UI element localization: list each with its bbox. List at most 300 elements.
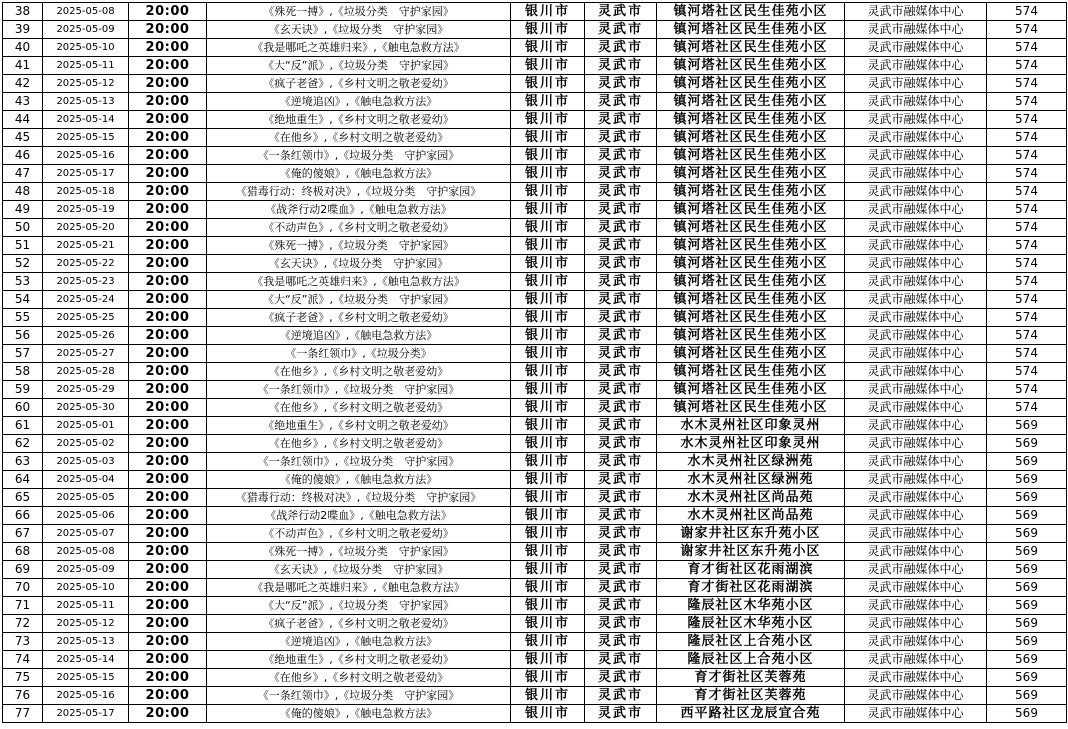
location-cell[interactable]: 镇河塔社区民生佳苑小区 — [657, 3, 845, 21]
date-cell[interactable]: 2025-05-17 — [43, 165, 129, 183]
row-number-cell[interactable]: 61 — [3, 417, 43, 435]
county-cell[interactable]: 灵武市 — [585, 507, 657, 525]
location-cell[interactable]: 谢家井社区东升苑小区 — [657, 525, 845, 543]
location-cell[interactable]: 镇河塔社区民生佳苑小区 — [657, 273, 845, 291]
row-number-cell[interactable]: 55 — [3, 309, 43, 327]
date-cell[interactable]: 2025-05-21 — [43, 237, 129, 255]
organization-cell[interactable]: 灵武市融媒体中心 — [845, 21, 987, 39]
program-cell[interactable]: 《绝地重生》,《乡村文明之敬老爱幼》 — [207, 651, 511, 669]
program-cell[interactable]: 《一条红领巾》,《垃圾分类》 — [207, 345, 511, 363]
time-cell[interactable]: 20:00 — [129, 93, 207, 111]
time-cell[interactable]: 20:00 — [129, 129, 207, 147]
organization-cell[interactable]: 灵武市融媒体中心 — [845, 219, 987, 237]
program-cell[interactable]: 《玄天诀》,《垃圾分类 守护家园》 — [207, 561, 511, 579]
row-number-cell[interactable]: 63 — [3, 453, 43, 471]
city-cell[interactable]: 银川市 — [511, 525, 585, 543]
location-cell[interactable]: 水木灵州社区印象灵州 — [657, 417, 845, 435]
number-cell[interactable]: 574 — [987, 309, 1067, 327]
time-cell[interactable]: 20:00 — [129, 237, 207, 255]
time-cell[interactable]: 20:00 — [129, 327, 207, 345]
row-number-cell[interactable]: 69 — [3, 561, 43, 579]
county-cell[interactable]: 灵武市 — [585, 489, 657, 507]
row-number-cell[interactable]: 57 — [3, 345, 43, 363]
number-cell[interactable]: 569 — [987, 687, 1067, 705]
number-cell[interactable]: 569 — [987, 651, 1067, 669]
location-cell[interactable]: 谢家井社区东升苑小区 — [657, 543, 845, 561]
location-cell[interactable]: 镇河塔社区民生佳苑小区 — [657, 201, 845, 219]
date-cell[interactable]: 2025-05-08 — [43, 543, 129, 561]
county-cell[interactable]: 灵武市 — [585, 435, 657, 453]
date-cell[interactable]: 2025-05-14 — [43, 111, 129, 129]
city-cell[interactable]: 银川市 — [511, 3, 585, 21]
program-cell[interactable]: 《在他乡》,《乡村文明之敬老爱幼》 — [207, 129, 511, 147]
county-cell[interactable]: 灵武市 — [585, 93, 657, 111]
organization-cell[interactable]: 灵武市融媒体中心 — [845, 183, 987, 201]
row-number-cell[interactable]: 71 — [3, 597, 43, 615]
program-cell[interactable]: 《大“反”派》,《垃圾分类 守护家园》 — [207, 291, 511, 309]
date-cell[interactable]: 2025-05-04 — [43, 471, 129, 489]
row-number-cell[interactable]: 56 — [3, 327, 43, 345]
location-cell[interactable]: 镇河塔社区民生佳苑小区 — [657, 129, 845, 147]
date-cell[interactable]: 2025-05-07 — [43, 525, 129, 543]
location-cell[interactable]: 镇河塔社区民生佳苑小区 — [657, 363, 845, 381]
organization-cell[interactable]: 灵武市融媒体中心 — [845, 345, 987, 363]
county-cell[interactable]: 灵武市 — [585, 453, 657, 471]
number-cell[interactable]: 574 — [987, 93, 1067, 111]
time-cell[interactable]: 20:00 — [129, 273, 207, 291]
location-cell[interactable]: 镇河塔社区民生佳苑小区 — [657, 21, 845, 39]
organization-cell[interactable]: 灵武市融媒体中心 — [845, 147, 987, 165]
row-number-cell[interactable]: 66 — [3, 507, 43, 525]
program-cell[interactable]: 《在他乡》,《乡村文明之敬老爱幼》 — [207, 363, 511, 381]
location-cell[interactable]: 隆辰社区木华苑小区 — [657, 615, 845, 633]
row-number-cell[interactable]: 48 — [3, 183, 43, 201]
program-cell[interactable]: 《猎毒行动：终极对决》,《垃圾分类 守护家园》 — [207, 183, 511, 201]
location-cell[interactable]: 水木灵州社区绿洲苑 — [657, 453, 845, 471]
program-cell[interactable]: 《在他乡》,《乡村文明之敬老爱幼》 — [207, 435, 511, 453]
time-cell[interactable]: 20:00 — [129, 309, 207, 327]
number-cell[interactable]: 574 — [987, 21, 1067, 39]
county-cell[interactable]: 灵武市 — [585, 363, 657, 381]
organization-cell[interactable]: 灵武市融媒体中心 — [845, 111, 987, 129]
date-cell[interactable]: 2025-05-14 — [43, 651, 129, 669]
location-cell[interactable]: 镇河塔社区民生佳苑小区 — [657, 309, 845, 327]
location-cell[interactable]: 水木灵州社区尚品苑 — [657, 507, 845, 525]
time-cell[interactable]: 20:00 — [129, 597, 207, 615]
row-number-cell[interactable]: 52 — [3, 255, 43, 273]
program-cell[interactable]: 《不动声色》,《乡村文明之敬老爱幼》 — [207, 219, 511, 237]
date-cell[interactable]: 2025-05-17 — [43, 705, 129, 723]
city-cell[interactable]: 银川市 — [511, 705, 585, 723]
time-cell[interactable]: 20:00 — [129, 381, 207, 399]
county-cell[interactable]: 灵武市 — [585, 309, 657, 327]
row-number-cell[interactable]: 47 — [3, 165, 43, 183]
number-cell[interactable]: 569 — [987, 417, 1067, 435]
program-cell[interactable]: 《一条红领巾》,《垃圾分类 守护家园》 — [207, 687, 511, 705]
number-cell[interactable]: 574 — [987, 363, 1067, 381]
organization-cell[interactable]: 灵武市融媒体中心 — [845, 579, 987, 597]
organization-cell[interactable]: 灵武市融媒体中心 — [845, 471, 987, 489]
city-cell[interactable]: 银川市 — [511, 507, 585, 525]
program-cell[interactable]: 《俺的傻娘》,《触电急救方法》 — [207, 165, 511, 183]
city-cell[interactable]: 银川市 — [511, 201, 585, 219]
city-cell[interactable]: 银川市 — [511, 435, 585, 453]
date-cell[interactable]: 2025-05-25 — [43, 309, 129, 327]
organization-cell[interactable]: 灵武市融媒体中心 — [845, 3, 987, 21]
organization-cell[interactable]: 灵武市融媒体中心 — [845, 273, 987, 291]
county-cell[interactable]: 灵武市 — [585, 633, 657, 651]
row-number-cell[interactable]: 41 — [3, 57, 43, 75]
number-cell[interactable]: 569 — [987, 669, 1067, 687]
time-cell[interactable]: 20:00 — [129, 57, 207, 75]
organization-cell[interactable]: 灵武市融媒体中心 — [845, 615, 987, 633]
city-cell[interactable]: 银川市 — [511, 57, 585, 75]
number-cell[interactable]: 574 — [987, 111, 1067, 129]
county-cell[interactable]: 灵武市 — [585, 111, 657, 129]
date-cell[interactable]: 2025-05-12 — [43, 75, 129, 93]
city-cell[interactable]: 银川市 — [511, 489, 585, 507]
row-number-cell[interactable]: 50 — [3, 219, 43, 237]
row-number-cell[interactable]: 51 — [3, 237, 43, 255]
organization-cell[interactable]: 灵武市融媒体中心 — [845, 543, 987, 561]
row-number-cell[interactable]: 45 — [3, 129, 43, 147]
city-cell[interactable]: 银川市 — [511, 147, 585, 165]
location-cell[interactable]: 育才街社区花雨湖滨 — [657, 579, 845, 597]
date-cell[interactable]: 2025-05-11 — [43, 597, 129, 615]
organization-cell[interactable]: 灵武市融媒体中心 — [845, 705, 987, 723]
program-cell[interactable]: 《一条红领巾》,《垃圾分类 守护家园》 — [207, 147, 511, 165]
county-cell[interactable]: 灵武市 — [585, 417, 657, 435]
county-cell[interactable]: 灵武市 — [585, 615, 657, 633]
organization-cell[interactable]: 灵武市融媒体中心 — [845, 417, 987, 435]
row-number-cell[interactable]: 54 — [3, 291, 43, 309]
location-cell[interactable]: 镇河塔社区民生佳苑小区 — [657, 255, 845, 273]
number-cell[interactable]: 574 — [987, 165, 1067, 183]
time-cell[interactable]: 20:00 — [129, 615, 207, 633]
number-cell[interactable]: 569 — [987, 705, 1067, 723]
time-cell[interactable]: 20:00 — [129, 687, 207, 705]
time-cell[interactable]: 20:00 — [129, 183, 207, 201]
date-cell[interactable]: 2025-05-23 — [43, 273, 129, 291]
city-cell[interactable]: 银川市 — [511, 651, 585, 669]
city-cell[interactable]: 银川市 — [511, 309, 585, 327]
date-cell[interactable]: 2025-05-09 — [43, 21, 129, 39]
row-number-cell[interactable]: 75 — [3, 669, 43, 687]
time-cell[interactable]: 20:00 — [129, 399, 207, 417]
location-cell[interactable]: 镇河塔社区民生佳苑小区 — [657, 399, 845, 417]
city-cell[interactable]: 银川市 — [511, 291, 585, 309]
city-cell[interactable]: 银川市 — [511, 453, 585, 471]
date-cell[interactable]: 2025-05-30 — [43, 399, 129, 417]
program-cell[interactable]: 《逆境追凶》,《触电急救方法》 — [207, 327, 511, 345]
organization-cell[interactable]: 灵武市融媒体中心 — [845, 291, 987, 309]
program-cell[interactable]: 《我是哪吒之英雄归来》,《触电急救方法》 — [207, 579, 511, 597]
county-cell[interactable]: 灵武市 — [585, 399, 657, 417]
county-cell[interactable]: 灵武市 — [585, 381, 657, 399]
organization-cell[interactable]: 灵武市融媒体中心 — [845, 93, 987, 111]
number-cell[interactable]: 569 — [987, 525, 1067, 543]
organization-cell[interactable]: 灵武市融媒体中心 — [845, 399, 987, 417]
row-number-cell[interactable]: 39 — [3, 21, 43, 39]
number-cell[interactable]: 574 — [987, 237, 1067, 255]
row-number-cell[interactable]: 40 — [3, 39, 43, 57]
city-cell[interactable]: 银川市 — [511, 129, 585, 147]
county-cell[interactable]: 灵武市 — [585, 75, 657, 93]
county-cell[interactable]: 灵武市 — [585, 705, 657, 723]
time-cell[interactable]: 20:00 — [129, 255, 207, 273]
location-cell[interactable]: 镇河塔社区民生佳苑小区 — [657, 237, 845, 255]
row-number-cell[interactable]: 58 — [3, 363, 43, 381]
row-number-cell[interactable]: 42 — [3, 75, 43, 93]
location-cell[interactable]: 镇河塔社区民生佳苑小区 — [657, 165, 845, 183]
date-cell[interactable]: 2025-05-12 — [43, 615, 129, 633]
program-cell[interactable]: 《我是哪吒之英雄归来》,《触电急救方法》 — [207, 273, 511, 291]
county-cell[interactable]: 灵武市 — [585, 327, 657, 345]
number-cell[interactable]: 569 — [987, 435, 1067, 453]
program-cell[interactable]: 《逆境追凶》,《触电急救方法》 — [207, 633, 511, 651]
date-cell[interactable]: 2025-05-22 — [43, 255, 129, 273]
organization-cell[interactable]: 灵武市融媒体中心 — [845, 201, 987, 219]
number-cell[interactable]: 574 — [987, 201, 1067, 219]
city-cell[interactable]: 银川市 — [511, 219, 585, 237]
program-cell[interactable]: 《疯子老爸》,《乡村文明之敬老爱幼》 — [207, 309, 511, 327]
program-cell[interactable]: 《疯子老爸》,《乡村文明之敬老爱幼》 — [207, 75, 511, 93]
location-cell[interactable]: 镇河塔社区民生佳苑小区 — [657, 291, 845, 309]
time-cell[interactable]: 20:00 — [129, 3, 207, 21]
organization-cell[interactable]: 灵武市融媒体中心 — [845, 651, 987, 669]
city-cell[interactable]: 银川市 — [511, 633, 585, 651]
city-cell[interactable]: 银川市 — [511, 381, 585, 399]
city-cell[interactable]: 银川市 — [511, 561, 585, 579]
date-cell[interactable]: 2025-05-09 — [43, 561, 129, 579]
row-number-cell[interactable]: 74 — [3, 651, 43, 669]
number-cell[interactable]: 574 — [987, 57, 1067, 75]
county-cell[interactable]: 灵武市 — [585, 165, 657, 183]
city-cell[interactable]: 银川市 — [511, 165, 585, 183]
program-cell[interactable]: 《一条红领巾》,《垃圾分类 守护家园》 — [207, 453, 511, 471]
location-cell[interactable]: 隆辰社区上合苑小区 — [657, 651, 845, 669]
organization-cell[interactable]: 灵武市融媒体中心 — [845, 633, 987, 651]
date-cell[interactable]: 2025-05-10 — [43, 579, 129, 597]
date-cell[interactable]: 2025-05-26 — [43, 327, 129, 345]
organization-cell[interactable]: 灵武市融媒体中心 — [845, 309, 987, 327]
county-cell[interactable]: 灵武市 — [585, 183, 657, 201]
location-cell[interactable]: 镇河塔社区民生佳苑小区 — [657, 39, 845, 57]
date-cell[interactable]: 2025-05-16 — [43, 687, 129, 705]
time-cell[interactable]: 20:00 — [129, 561, 207, 579]
county-cell[interactable]: 灵武市 — [585, 687, 657, 705]
time-cell[interactable]: 20:00 — [129, 75, 207, 93]
time-cell[interactable]: 20:00 — [129, 417, 207, 435]
number-cell[interactable]: 574 — [987, 183, 1067, 201]
program-cell[interactable]: 《一条红领巾》,《垃圾分类 守护家园》 — [207, 381, 511, 399]
city-cell[interactable]: 银川市 — [511, 183, 585, 201]
time-cell[interactable]: 20:00 — [129, 291, 207, 309]
program-cell[interactable]: 《疯子老爸》,《乡村文明之敬老爱幼》 — [207, 615, 511, 633]
date-cell[interactable]: 2025-05-13 — [43, 93, 129, 111]
program-cell[interactable]: 《逆境追凶》,《触电急救方法》 — [207, 93, 511, 111]
row-number-cell[interactable]: 65 — [3, 489, 43, 507]
city-cell[interactable]: 银川市 — [511, 39, 585, 57]
location-cell[interactable]: 镇河塔社区民生佳苑小区 — [657, 183, 845, 201]
row-number-cell[interactable]: 67 — [3, 525, 43, 543]
program-cell[interactable]: 《大“反”派》,《垃圾分类 守护家园》 — [207, 597, 511, 615]
time-cell[interactable]: 20:00 — [129, 453, 207, 471]
date-cell[interactable]: 2025-05-02 — [43, 435, 129, 453]
number-cell[interactable]: 574 — [987, 147, 1067, 165]
location-cell[interactable]: 镇河塔社区民生佳苑小区 — [657, 111, 845, 129]
location-cell[interactable]: 育才街社区芙蓉苑 — [657, 669, 845, 687]
time-cell[interactable]: 20:00 — [129, 345, 207, 363]
county-cell[interactable]: 灵武市 — [585, 579, 657, 597]
number-cell[interactable]: 569 — [987, 489, 1067, 507]
date-cell[interactable]: 2025-05-15 — [43, 129, 129, 147]
organization-cell[interactable]: 灵武市融媒体中心 — [845, 255, 987, 273]
city-cell[interactable]: 银川市 — [511, 543, 585, 561]
county-cell[interactable]: 灵武市 — [585, 21, 657, 39]
organization-cell[interactable]: 灵武市融媒体中心 — [845, 363, 987, 381]
program-cell[interactable]: 《绝地重生》,《乡村文明之敬老爱幼》 — [207, 111, 511, 129]
county-cell[interactable]: 灵武市 — [585, 471, 657, 489]
location-cell[interactable]: 镇河塔社区民生佳苑小区 — [657, 147, 845, 165]
date-cell[interactable]: 2025-05-11 — [43, 57, 129, 75]
row-number-cell[interactable]: 62 — [3, 435, 43, 453]
number-cell[interactable]: 569 — [987, 561, 1067, 579]
time-cell[interactable]: 20:00 — [129, 21, 207, 39]
city-cell[interactable]: 银川市 — [511, 75, 585, 93]
row-number-cell[interactable]: 70 — [3, 579, 43, 597]
program-cell[interactable]: 《猎毒行动：终极对决》,《垃圾分类 守护家园》 — [207, 489, 511, 507]
city-cell[interactable]: 银川市 — [511, 93, 585, 111]
program-cell[interactable]: 《俺的傻娘》,《触电急救方法》 — [207, 705, 511, 723]
time-cell[interactable]: 20:00 — [129, 435, 207, 453]
row-number-cell[interactable]: 68 — [3, 543, 43, 561]
organization-cell[interactable]: 灵武市融媒体中心 — [845, 327, 987, 345]
date-cell[interactable]: 2025-05-19 — [43, 201, 129, 219]
county-cell[interactable]: 灵武市 — [585, 39, 657, 57]
city-cell[interactable]: 银川市 — [511, 21, 585, 39]
county-cell[interactable]: 灵武市 — [585, 561, 657, 579]
time-cell[interactable]: 20:00 — [129, 111, 207, 129]
organization-cell[interactable]: 灵武市融媒体中心 — [845, 489, 987, 507]
date-cell[interactable]: 2025-05-10 — [43, 39, 129, 57]
location-cell[interactable]: 镇河塔社区民生佳苑小区 — [657, 381, 845, 399]
row-number-cell[interactable]: 64 — [3, 471, 43, 489]
location-cell[interactable]: 隆辰社区上合苑小区 — [657, 633, 845, 651]
city-cell[interactable]: 银川市 — [511, 399, 585, 417]
program-cell[interactable]: 《不动声色》,《乡村文明之敬老爱幼》 — [207, 525, 511, 543]
number-cell[interactable]: 569 — [987, 543, 1067, 561]
number-cell[interactable]: 569 — [987, 471, 1067, 489]
program-cell[interactable]: 《战斧行动2喋血》,《触电急救方法》 — [207, 201, 511, 219]
date-cell[interactable]: 2025-05-08 — [43, 3, 129, 21]
county-cell[interactable]: 灵武市 — [585, 291, 657, 309]
time-cell[interactable]: 20:00 — [129, 651, 207, 669]
date-cell[interactable]: 2025-05-16 — [43, 147, 129, 165]
organization-cell[interactable]: 灵武市融媒体中心 — [845, 669, 987, 687]
time-cell[interactable]: 20:00 — [129, 507, 207, 525]
program-cell[interactable]: 《大“反”派》,《垃圾分类 守护家园》 — [207, 57, 511, 75]
row-number-cell[interactable]: 59 — [3, 381, 43, 399]
date-cell[interactable]: 2025-05-06 — [43, 507, 129, 525]
number-cell[interactable]: 574 — [987, 399, 1067, 417]
number-cell[interactable]: 574 — [987, 3, 1067, 21]
date-cell[interactable]: 2025-05-27 — [43, 345, 129, 363]
city-cell[interactable]: 银川市 — [511, 111, 585, 129]
row-number-cell[interactable]: 76 — [3, 687, 43, 705]
program-cell[interactable]: 《在他乡》,《乡村文明之敬老爱幼》 — [207, 399, 511, 417]
number-cell[interactable]: 569 — [987, 453, 1067, 471]
county-cell[interactable]: 灵武市 — [585, 669, 657, 687]
county-cell[interactable]: 灵武市 — [585, 57, 657, 75]
number-cell[interactable]: 574 — [987, 255, 1067, 273]
city-cell[interactable]: 银川市 — [511, 471, 585, 489]
county-cell[interactable]: 灵武市 — [585, 3, 657, 21]
organization-cell[interactable]: 灵武市融媒体中心 — [845, 561, 987, 579]
time-cell[interactable]: 20:00 — [129, 579, 207, 597]
organization-cell[interactable]: 灵武市融媒体中心 — [845, 435, 987, 453]
date-cell[interactable]: 2025-05-05 — [43, 489, 129, 507]
location-cell[interactable]: 隆辰社区木华苑小区 — [657, 597, 845, 615]
organization-cell[interactable]: 灵武市融媒体中心 — [845, 507, 987, 525]
program-cell[interactable]: 《在他乡》,《乡村文明之敬老爱幼》 — [207, 669, 511, 687]
program-cell[interactable]: 《战斧行动2喋血》,《触电急救方法》 — [207, 507, 511, 525]
county-cell[interactable]: 灵武市 — [585, 345, 657, 363]
location-cell[interactable]: 水木灵州社区尚品苑 — [657, 489, 845, 507]
location-cell[interactable]: 镇河塔社区民生佳苑小区 — [657, 345, 845, 363]
county-cell[interactable]: 灵武市 — [585, 219, 657, 237]
location-cell[interactable]: 镇河塔社区民生佳苑小区 — [657, 327, 845, 345]
row-number-cell[interactable]: 53 — [3, 273, 43, 291]
date-cell[interactable]: 2025-05-15 — [43, 669, 129, 687]
number-cell[interactable]: 574 — [987, 75, 1067, 93]
city-cell[interactable]: 银川市 — [511, 669, 585, 687]
city-cell[interactable]: 银川市 — [511, 237, 585, 255]
row-number-cell[interactable]: 77 — [3, 705, 43, 723]
location-cell[interactable]: 水木灵州社区印象灵州 — [657, 435, 845, 453]
location-cell[interactable]: 镇河塔社区民生佳苑小区 — [657, 219, 845, 237]
time-cell[interactable]: 20:00 — [129, 201, 207, 219]
location-cell[interactable]: 镇河塔社区民生佳苑小区 — [657, 57, 845, 75]
location-cell[interactable]: 水木灵州社区绿洲苑 — [657, 471, 845, 489]
program-cell[interactable]: 《我是哪吒之英雄归来》,《触电急救方法》 — [207, 39, 511, 57]
number-cell[interactable]: 569 — [987, 597, 1067, 615]
time-cell[interactable]: 20:00 — [129, 525, 207, 543]
date-cell[interactable]: 2025-05-24 — [43, 291, 129, 309]
time-cell[interactable]: 20:00 — [129, 669, 207, 687]
organization-cell[interactable]: 灵武市融媒体中心 — [845, 237, 987, 255]
city-cell[interactable]: 银川市 — [511, 345, 585, 363]
organization-cell[interactable]: 灵武市融媒体中心 — [845, 39, 987, 57]
city-cell[interactable]: 银川市 — [511, 327, 585, 345]
organization-cell[interactable]: 灵武市融媒体中心 — [845, 57, 987, 75]
county-cell[interactable]: 灵武市 — [585, 273, 657, 291]
time-cell[interactable]: 20:00 — [129, 705, 207, 723]
row-number-cell[interactable]: 49 — [3, 201, 43, 219]
date-cell[interactable]: 2025-05-03 — [43, 453, 129, 471]
county-cell[interactable]: 灵武市 — [585, 525, 657, 543]
number-cell[interactable]: 574 — [987, 129, 1067, 147]
city-cell[interactable]: 银川市 — [511, 273, 585, 291]
time-cell[interactable]: 20:00 — [129, 165, 207, 183]
location-cell[interactable]: 育才街社区芙蓉苑 — [657, 687, 845, 705]
number-cell[interactable]: 574 — [987, 39, 1067, 57]
city-cell[interactable]: 银川市 — [511, 687, 585, 705]
county-cell[interactable]: 灵武市 — [585, 651, 657, 669]
county-cell[interactable]: 灵武市 — [585, 255, 657, 273]
number-cell[interactable]: 569 — [987, 633, 1067, 651]
program-cell[interactable]: 《殊死一搏》,《垃圾分类 守护家园》 — [207, 543, 511, 561]
